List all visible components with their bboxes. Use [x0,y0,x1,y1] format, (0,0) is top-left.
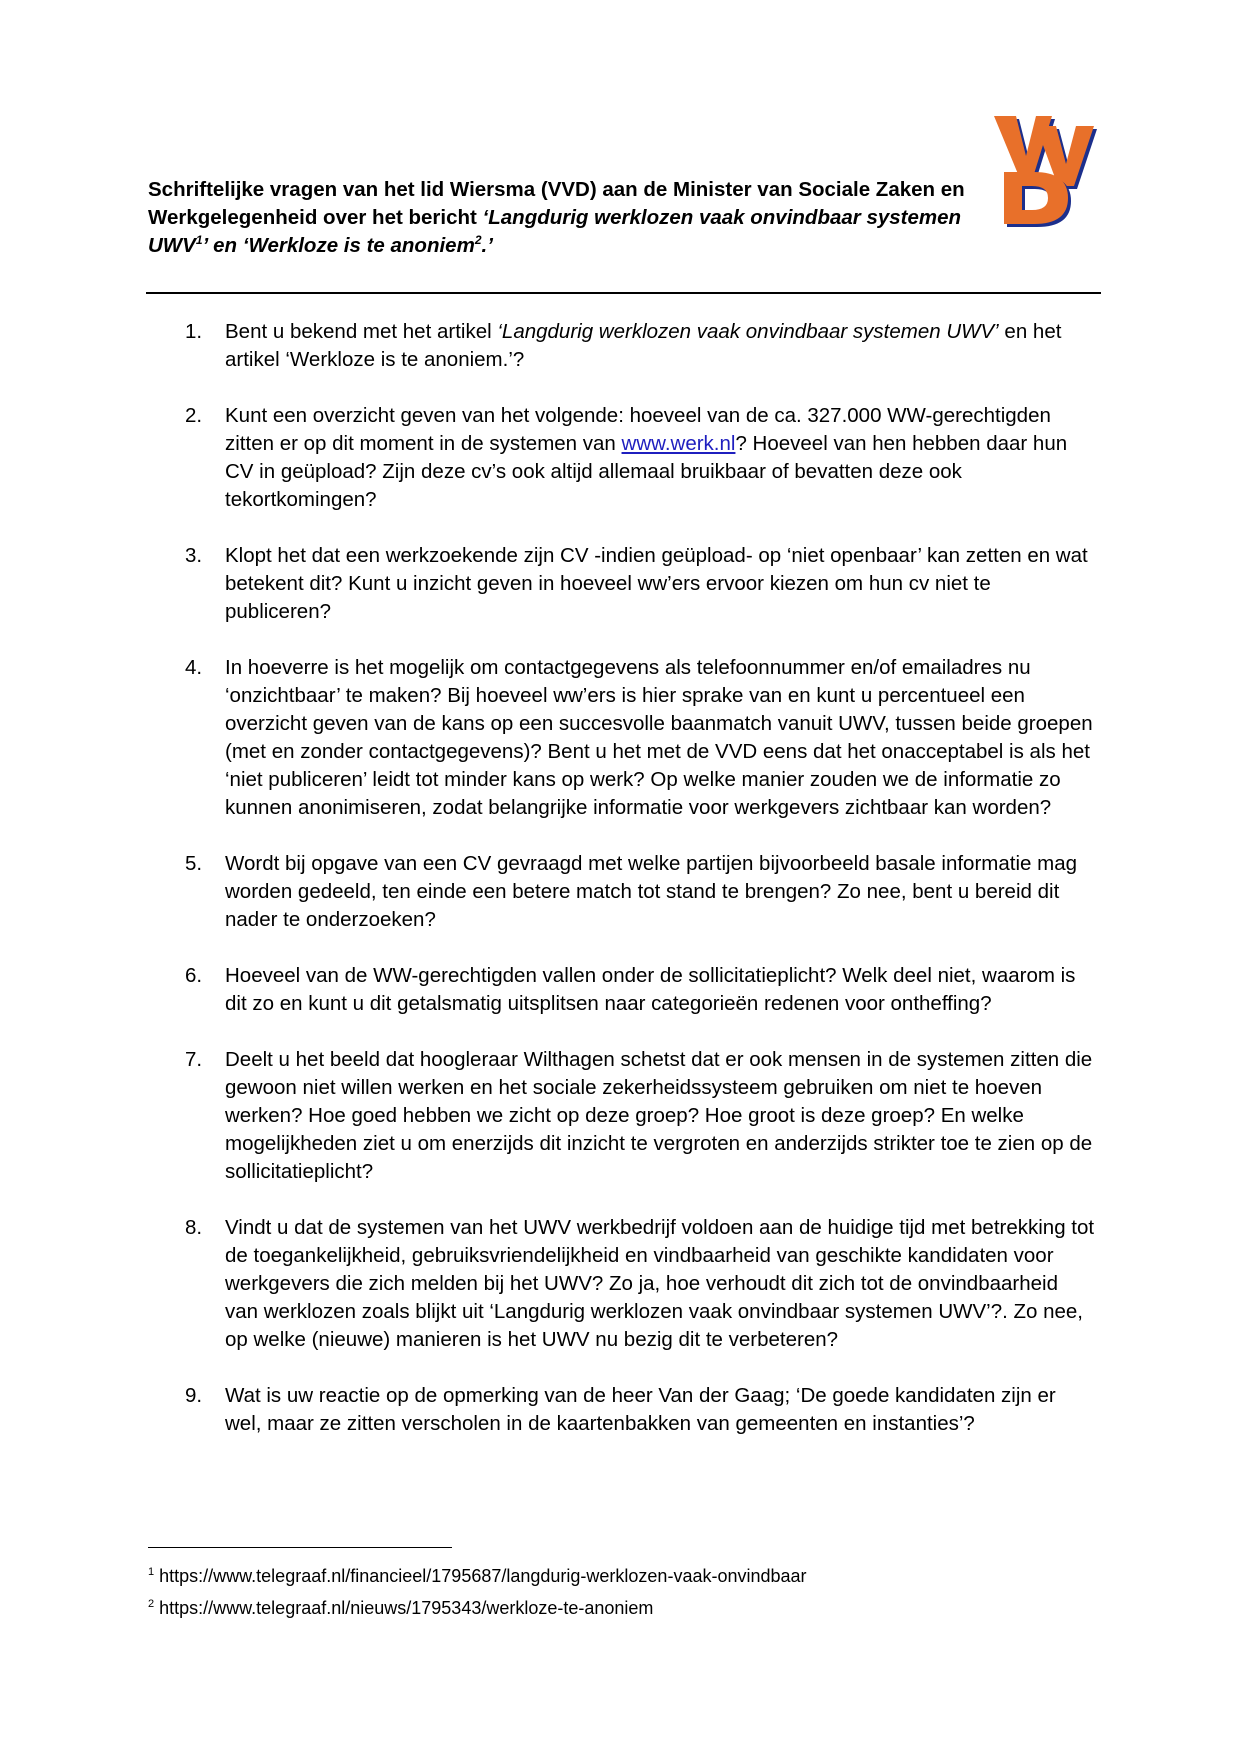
document-title [148,176,968,260]
question-number: 5. [185,852,203,875]
title-footnote-ref-2: 2 [474,233,482,248]
question-item [185,850,1095,934]
question-text: Klopt het dat een werkzoekende zijn CV -indien geüpload- op ‘niet openbaar’ kan zetten en wat betekent dit? Kunt u inzicht geven in hoeveel ww’ers ervoor kiezen om hun cv niet te publiceren? [225,544,1088,623]
question-item [185,962,1095,1018]
question-number: 1. [185,320,203,343]
footnote-divider [148,1547,452,1548]
question-item [185,1046,1095,1186]
question-item [185,542,1095,626]
question-number: 4. [185,656,203,679]
title-middle: en ‘ [207,234,249,257]
footnote-url: https://www.telegraaf.nl/nieuws/1795343/werkloze-te-anoniem [159,1598,654,1618]
question-text: In hoeverre is het mogelijk om contactgegevens als telefoonnummer en/of emailadres nu ‘onzichtbaar’ te maken? Bij hoeveel ww’ers is hier sprake van en kunt u percentueel een overzicht geven van de kans op een succesvolle baanmatch vanuit UWV, tussen beide groepen (met en zonder contactgegevens)? Bent u het met de VVD eens dat het onacceptabel is als het ‘niet publiceren’ leidt tot minder kans op werk? Op welke manier zouden we de informatie zo kunnen anonimiseren, zodat belangrijke informatie voor werkgevers zichtbaar kan worden? [225,656,1093,819]
question-italic: ‘Langdurig werklozen vaak onvindbaar systemen UWV’ [497,320,999,343]
footnote-number: 2 [148,1598,155,1610]
question-item [185,318,1095,374]
question-item [185,402,1095,514]
question-text: Deelt u het beeld dat hoogleraar Wilthagen schetst dat er ook mensen in de systemen zitten die gewoon niet willen werken en het sociale zekerheidssysteem gebruiken om niet te hoeven werken? Hoe goed hebben we zicht op deze groep? Hoe groot is deze groep? En welke mogelijkheden ziet u om enerzijds dit inzicht te vergroten en anderzijds strikter toe te zien op de sollicitatieplicht? [225,1048,1093,1183]
question-text: en het artikel ‘Werkloze is te anoniem.’? [225,320,1062,371]
question-number: 2. [185,404,203,427]
question-number: 6. [185,964,203,987]
question-number: 9. [185,1384,203,1407]
question-text: Bent u bekend met het artikel [225,320,498,343]
question-number: 3. [185,544,203,567]
title-plain: Schriftelijke vragen van het lid Wiersma (VVD) aan de Minister van Sociale Zaken en Werkgelegenheid over het bericht [148,178,965,229]
question-item [185,654,1095,822]
footnote-url: https://www.telegraaf.nl/financieel/1795687/langdurig-werklozen-vaak-onvindbaar [159,1566,807,1586]
footnote-number: 1 [148,1566,155,1578]
logo-letter-d [1004,172,1071,227]
title-footnote-ref-1: 1 [195,233,203,248]
question-number: 8. [185,1216,203,1239]
footnote-2 [148,1590,807,1622]
question-list [185,318,1095,1438]
werk-nl-link[interactable]: www.werk.nl [621,432,736,455]
question-item [185,1382,1095,1438]
title-end: .’ [481,234,493,257]
question-number: 7. [185,1048,203,1071]
question-text: Vindt u dat de systemen van het UWV werkbedrijf voldoen aan de huidige tijd met betrekking tot de toegankelijkheid, gebruiksvriendelijkheid en vindbaarheid van geschikte kandidaten voor werkgevers die zich melden bij het UWV? Zo ja, hoe verhoudt dit zich tot de onvindbaarheid van werklozen zoals blijkt uit ‘Langdurig werklozen vaak onvindbaar systemen UWV’?. Zo nee, op welke (nieuwe) manieren is het UWV nu bezig dit te verbeteren? [225,1216,1095,1351]
vvd-logo [990,112,1100,232]
title-quote-close: ’ [202,234,208,257]
question-text: Kunt een overzicht geven van het volgende: hoeveel van de ca. 327.000 WW-gerechtigden zitten er op dit moment in de systemen van [225,404,1051,455]
footnotes [148,1558,807,1622]
title-divider [146,292,1101,294]
question-item [185,1214,1095,1354]
title-quote-open: ‘ [482,206,489,229]
question-text: Wat is uw reactie op de opmerking van de heer Van der Gaag; ‘De goede kandidaten zijn er wel, maar ze zitten verscholen in de kaartenbakken van gemeenten en instanties’? [225,1384,1056,1435]
question-text: ? Hoeveel van hen hebben daar hun CV in geüpload? Zijn deze cv’s ook altijd allemaal bruikbaar of bevatten deze ook tekortkomingen? [225,432,1068,511]
footnote-1 [148,1558,807,1590]
question-text: Hoeveel van de WW-gerechtigden vallen onder de sollicitatieplicht? Welk deel niet, waarom is dit zo en kunt u dit getalsmatig uitsplitsen naar categorieën redenen voor ontheffing? [225,964,1076,1015]
title-article-2: Werkloze is te anoniem [248,234,475,257]
title-article-1: Langdurig werklozen vaak onvindbaar systemen UWV [148,206,962,257]
question-text: Wordt bij opgave van een CV gevraagd met welke partijen bijvoorbeeld basale informatie mag worden gedeeld, ten einde een betere match tot stand te brengen? Zo nee, bent u bereid dit nader te onderzoeken? [225,852,1077,931]
